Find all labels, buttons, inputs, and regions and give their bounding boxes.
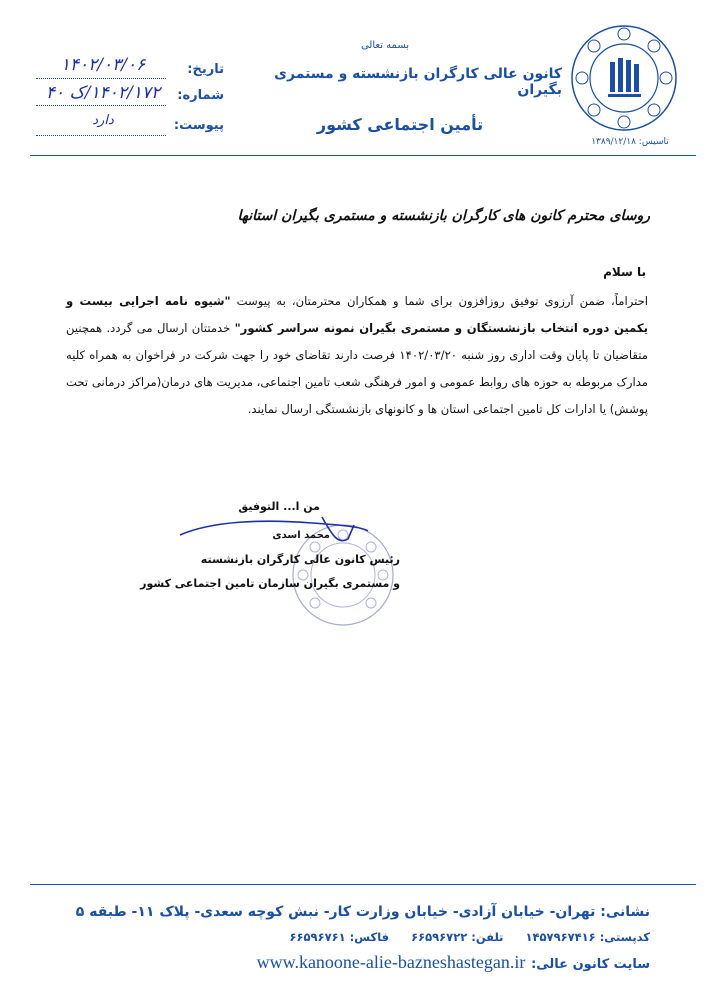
header-divider bbox=[30, 155, 696, 156]
attachment-dotted-line bbox=[36, 134, 166, 136]
signer-title-line1: رئیس کانون عالی کارگران بازنشسته bbox=[200, 553, 400, 566]
footer-contact-line bbox=[120, 930, 650, 944]
body-intro: احتراماً، ضمن آرزوی توفیق روزافزون برای شما و همکاران محترمتان، به پیوست bbox=[236, 294, 649, 308]
signer-title-line2: و مستمری بگیران سازمان تامین اجتماعی کشور bbox=[140, 577, 400, 590]
website-label: سایت کانون عالی: bbox=[531, 957, 650, 972]
organization-subname: تأمین اجتماعی کشور bbox=[316, 115, 484, 134]
postal-code: کدپستی: ۱۴۵۷۹۶۷۴۱۶ bbox=[525, 930, 650, 944]
attachment-value: دارد bbox=[92, 113, 114, 128]
closing-phrase: من ا... التوفیق bbox=[238, 500, 320, 513]
footer-website bbox=[120, 952, 650, 973]
date-label: تاریخ: bbox=[187, 62, 224, 77]
body-details: خدمتتان ارسال می گردد. همچنین متقاضیان تا پایان وقت اداری روز شنبه ۱۴۰۲/۰۳/۲۰ فرصت دارند تقاضای خود را جهت شرکت در فراخوان به همراه کلیه مدارک مربوطه به حوزه های روابط عمومی و امور فرهنگی شعب تامین اجتماعی، مدیریت های درمان(مراکز درمانی تحت پوشش) یا ادارات کل تامین اجتماعی استان ها و کانونهای بازنشستگی ارسال نمایند. bbox=[66, 321, 648, 416]
date-dotted-line bbox=[36, 77, 166, 79]
besmeh-heading: بسمه تعالی bbox=[360, 40, 410, 51]
number-label: شماره: bbox=[177, 88, 224, 103]
date-value: ۱۴۰۲/۰۳/۰۶ bbox=[60, 55, 146, 75]
website-url[interactable]: www.kanoone-alie-bazneshastegan.ir bbox=[256, 952, 526, 972]
letter-greeting: با سلام bbox=[603, 265, 646, 279]
attachment-label: پیوست: bbox=[173, 118, 224, 133]
organization-logo bbox=[568, 22, 680, 134]
phone-number: تلفن: ۶۶۵۹۶۷۲۲ bbox=[411, 930, 504, 944]
number-value: ۱۴۰۲/۱۷۲/ک ۴۰ bbox=[45, 83, 161, 103]
fax-number: فاکس: ۶۶۵۹۶۷۶۱ bbox=[289, 930, 390, 944]
footer-address: نشانی: تهران- خیابان آزادی- خیابان وزارت کار- نبش کوچه سعدی- پلاک ۱۱- طبقه ۵ bbox=[75, 904, 650, 920]
number-dotted-line bbox=[36, 104, 166, 106]
established-date: تاسیس: ۱۳۸۹/۱۲/۱۸ bbox=[591, 137, 669, 147]
letter-body bbox=[66, 288, 648, 423]
letter-addressee: روسای محترم کانون های کارگران بازنشسته و مستمری بگیران استانها bbox=[237, 208, 650, 224]
signer-name: محمد اسدی bbox=[272, 530, 330, 541]
organization-name: کانون عالی کارگران بازنشسته و مستمری بگیران bbox=[274, 66, 562, 98]
body-attachment-title: "شیوه نامه اجرایی بیست و یکمین دوره انتخاب بازنشستگان و مستمری بگیران نمونه سراسر کشور" bbox=[66, 294, 648, 335]
footer-divider bbox=[30, 884, 696, 885]
